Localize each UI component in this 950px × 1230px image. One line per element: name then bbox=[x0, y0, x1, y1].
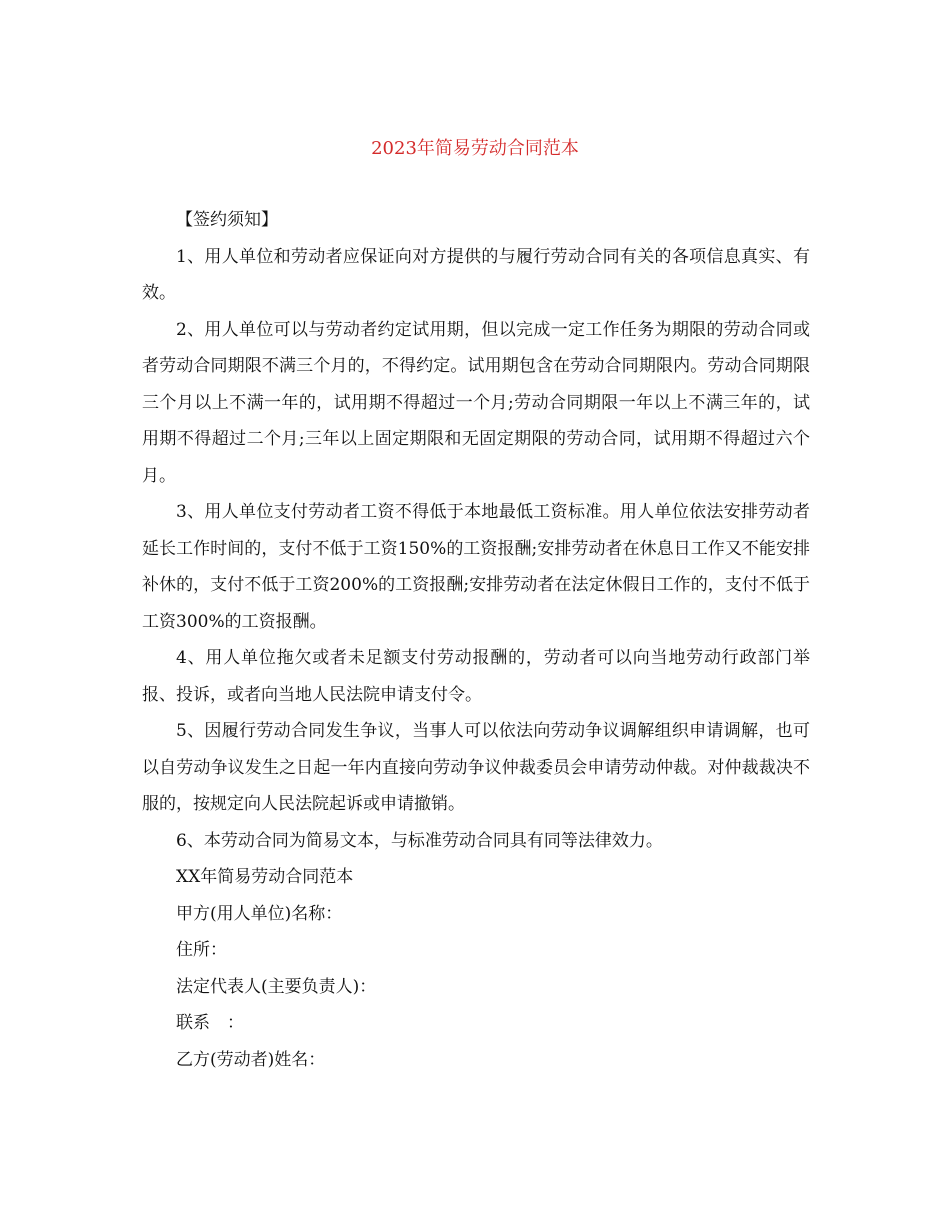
party-a-name-field: 甲方(用人单位)名称： bbox=[176, 903, 343, 924]
document-body bbox=[142, 202, 810, 1078]
signing-notice-heading: 【签约须知】 bbox=[176, 210, 278, 230]
notice-item-6: 6、本劳动合同为简易文本，与标准劳动合同具有同等法律效力。 bbox=[176, 830, 663, 851]
notice-item-3: 3、用人单位支付劳动者工资不得低于本地最低工资标准。用人单位依法安排劳动者延长工作时间的，支付不低于工资150%的工资报酬;安排劳动者在休息日工作又不能安排补休的，支付不低于工资200%的工资报酬;安排劳动者在法定休假日工作的，支付不低于工资300%的工资报酬。 bbox=[142, 502, 810, 632]
party-b-name-field: 乙方(劳动者)姓名： bbox=[176, 1049, 326, 1070]
notice-item-1: 1、用人单位和劳动者应保证向对方提供的与履行劳动合同有关的各项信息真实、有效。 bbox=[142, 246, 810, 303]
notice-item-5: 5、因履行劳动合同发生争议，当事人可以依法向劳动争议调解组织申请调解，也可以自劳动争议发生之日起一年内直接向劳动争议仲裁委员会申请劳动仲裁。对仲裁裁决不服的，按规定向人民法院起诉或申请撤销。 bbox=[142, 721, 810, 814]
notice-item-2: 2、用人单位可以与劳动者约定试用期，但以完成一定工作任务为期限的劳动合同或者劳动合同期限不满三个月的，不得约定。试用期包含在劳动合同期限内。劳动合同期限三个月以上不满一年的，试用期不得超过一个月;劳动合同期限一年以上不满三年的，试用期不得超过二个月;三年以上固定期限和无固定期限的劳动合同，试用期不得超过六个月。 bbox=[142, 319, 810, 486]
document-title: 2023年简易劳动合同范本 bbox=[371, 138, 579, 159]
legal-representative-field: 法定代表人(主要负责人)： bbox=[176, 976, 377, 997]
notice-item-4: 4、用人单位拖欠或者未足额支付劳动报酬的，劳动者可以向当地劳动行政部门举报、投诉，或者向当地人民法院申请支付令。 bbox=[142, 648, 810, 705]
contract-subtitle: XX年简易劳动合同范本 bbox=[176, 867, 354, 887]
contact-field: 联系 ： bbox=[176, 1013, 244, 1033]
address-field: 住所： bbox=[176, 940, 227, 960]
